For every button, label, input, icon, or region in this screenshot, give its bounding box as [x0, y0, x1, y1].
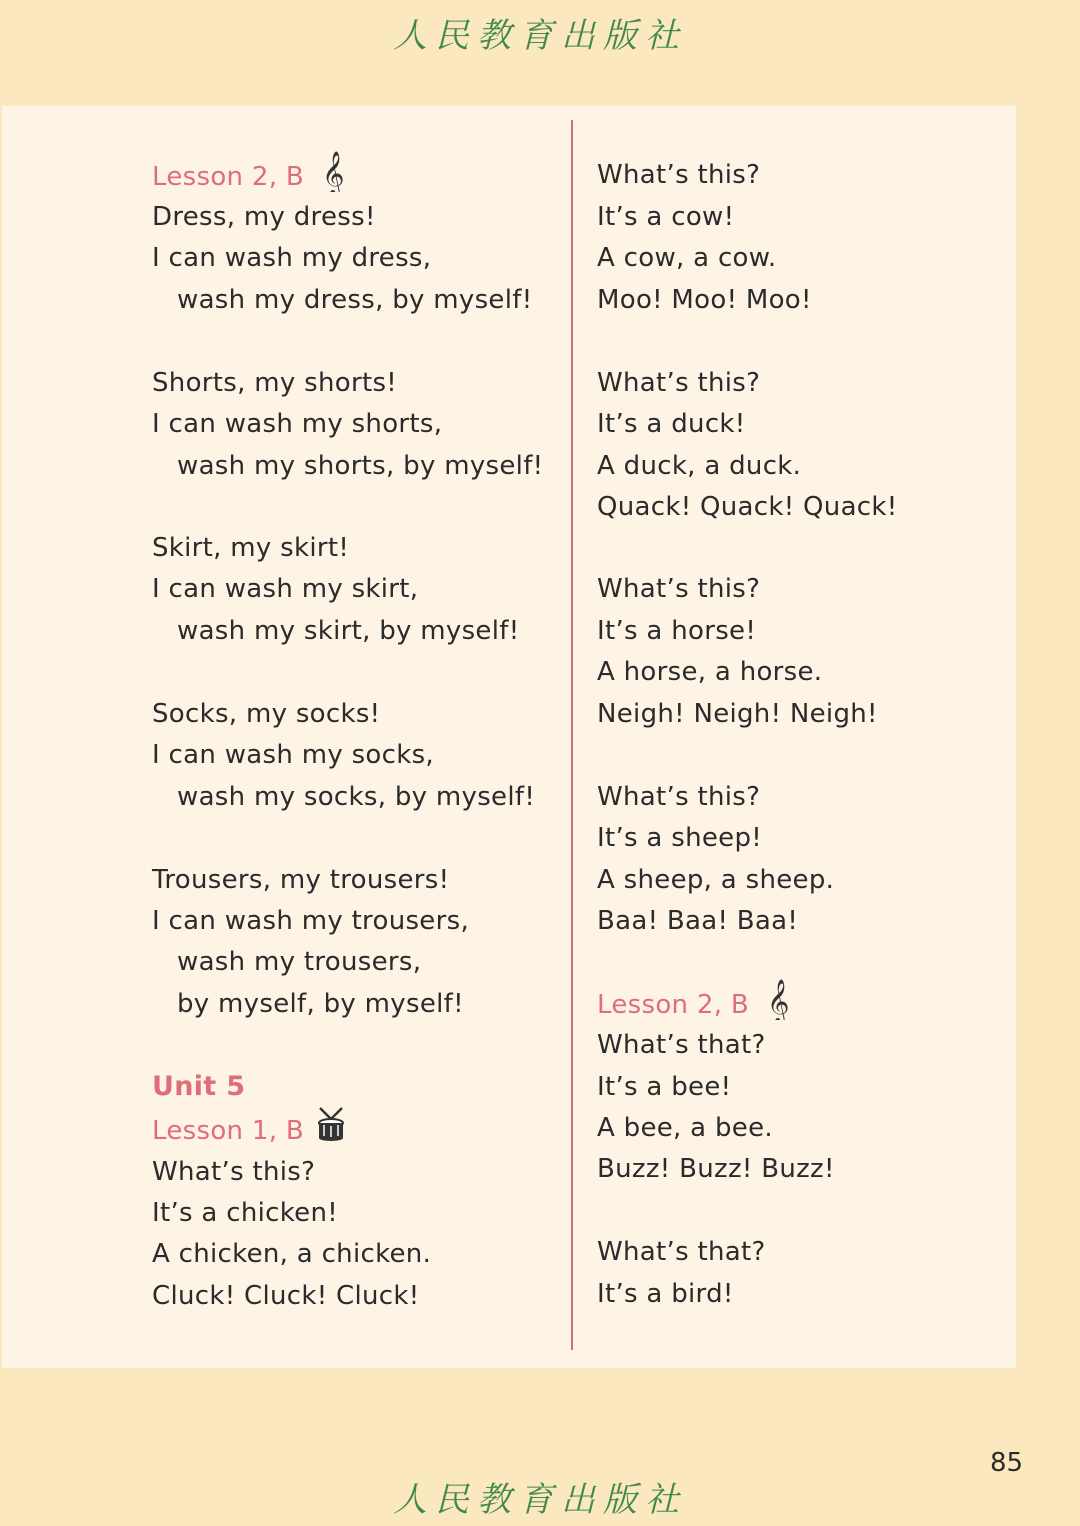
verse-line: Shorts, my shorts! [152, 368, 398, 398]
verse-line: A duck, a duck. [597, 451, 802, 481]
verse-line: What’s this? [152, 1157, 316, 1187]
verse-line: I can wash my dress, [152, 243, 432, 273]
verse-line: Skirt, my skirt! [152, 533, 350, 563]
verse-line: Moo! Moo! Moo! [597, 285, 812, 315]
verse-line: A bee, a bee. [597, 1113, 773, 1143]
verse-line: What’s this? [597, 368, 761, 398]
verse-line: What’s that? [597, 1030, 766, 1060]
verse-line: It’s a bee! [597, 1072, 732, 1102]
verse-line: Baa! Baa! Baa! [597, 906, 799, 936]
verse-line: What’s that? [597, 1237, 766, 1267]
verse-line: A chicken, a chicken. [152, 1239, 432, 1269]
verse-line: wash my trousers, [177, 947, 422, 977]
verse-line: It’s a chicken! [152, 1198, 338, 1228]
svg-text:𝄞: 𝄞 [322, 151, 345, 192]
drum-icon [314, 1106, 348, 1146]
verse-line: Cluck! Cluck! Cluck! [152, 1281, 420, 1311]
verse-line: It’s a bird! [597, 1279, 734, 1309]
verse-line: Dress, my dress! [152, 202, 376, 232]
lesson-heading: Lesson 2, B [597, 990, 749, 1020]
publisher-logo-top: 人民教育出版社 [393, 16, 687, 56]
verse-line: Trousers, my trousers! [152, 865, 450, 895]
verse-line: Socks, my socks! [152, 699, 381, 729]
verse-line: What’s this? [597, 160, 761, 190]
verse-line: It’s a sheep! [597, 823, 762, 853]
verse-line: Quack! Quack! Quack! [597, 492, 898, 522]
verse-line: Buzz! Buzz! Buzz! [597, 1154, 835, 1184]
verse-line: It’s a duck! [597, 409, 746, 439]
verse-line: I can wash my shorts, [152, 409, 443, 439]
verse-line: I can wash my skirt, [152, 574, 419, 604]
unit-heading: Unit 5 [152, 1071, 246, 1102]
verse-line: It’s a horse! [597, 616, 757, 646]
verse-line: wash my skirt, by myself! [177, 616, 520, 646]
verse-line: I can wash my trousers, [152, 906, 470, 936]
treble-clef-icon [320, 150, 346, 196]
page-number: 85 [990, 1448, 1024, 1478]
verse-line: wash my socks, by myself! [177, 782, 536, 812]
verse-line: I can wash my socks, [152, 740, 434, 770]
treble-clef-icon [765, 978, 791, 1024]
verse-line: wash my dress, by myself! [177, 285, 533, 315]
verse-line: wash my shorts, by myself! [177, 451, 544, 481]
verse-line: A horse, a horse. [597, 657, 823, 687]
verse-line: What’s this? [597, 782, 761, 812]
verse-line: What’s this? [597, 574, 761, 604]
publisher-logo-bottom: 人民教育出版社 [393, 1480, 687, 1520]
lesson-heading: Lesson 1, B [152, 1116, 304, 1146]
verse-line: by myself, by myself! [177, 989, 464, 1019]
column-divider [571, 120, 573, 1350]
verse-line: A sheep, a sheep. [597, 865, 835, 895]
verse-line: Neigh! Neigh! Neigh! [597, 699, 878, 729]
lesson-heading: Lesson 2, B [152, 162, 304, 192]
verse-line: It’s a cow! [597, 202, 735, 232]
svg-text:𝄞: 𝄞 [767, 979, 790, 1020]
verse-line: A cow, a cow. [597, 243, 777, 273]
